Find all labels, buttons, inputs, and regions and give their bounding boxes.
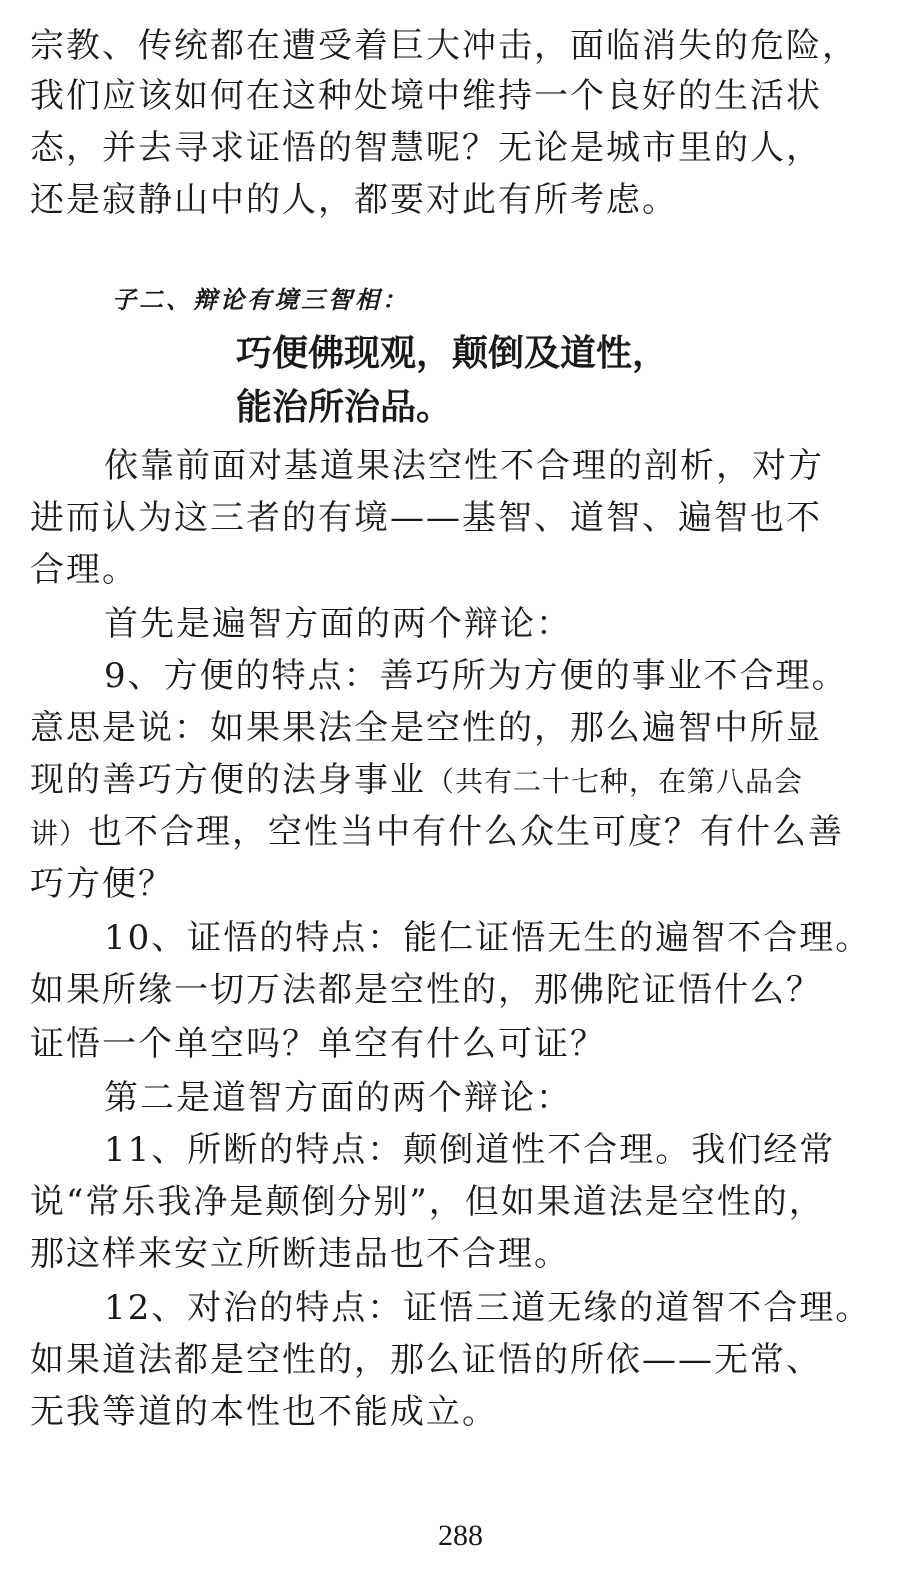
point-9-line-3: [30, 760, 803, 802]
basis-line-1: 依靠前面对基道果法空性不合理的剖析，对方: [104, 446, 824, 486]
intro-line-3: 态，并去寻求证悟的智慧呢？无论是城市里的人，: [30, 128, 822, 168]
point-9-line-5: 巧方便？: [30, 864, 174, 904]
point-9-line-1: 9、方便的特点：善巧所为方便的事业不合理。: [104, 656, 848, 696]
point-10-line-3: 证悟一个单空吗？单空有什么可证？: [30, 1024, 606, 1064]
point-12-line-2: 如果道法都是空性的，那么证悟的所依——无常、: [30, 1340, 822, 1380]
point-12-line-3: 无我等道的本性也不能成立。: [30, 1392, 498, 1432]
intro-line-4: 还是寂静山中的人，都要对此有所考虑。: [30, 180, 678, 220]
verse-line-1: 巧便佛现观，颠倒及道性，: [236, 333, 669, 374]
intro-line-1: 宗教、传统都在遭受着巨大冲击，面临消失的危险，: [30, 26, 858, 66]
point-9-line-4: [30, 812, 844, 854]
point-9-line-3-main: 现的善巧方便的法身事业: [30, 760, 426, 800]
point-11-line-3: 那这样来安立所断违品也不合理。: [30, 1234, 570, 1274]
basis-line-2: 进而认为这三者的有境——基智、道智、遍智也不: [30, 498, 822, 538]
point-11-line-2: 说“常乐我净是颠倒分别”，但如果道法是空性的，: [30, 1182, 825, 1222]
point-11-line-1: 11、所断的特点：颠倒道性不合理。我们经常: [104, 1130, 836, 1170]
point-9-note-2: 讲）: [30, 817, 89, 850]
point-9-note-1: （共有二十七种，在第八品会: [426, 765, 804, 798]
point-9-line-2: 意思是说：如果果法全是空性的，那么遍智中所显: [30, 708, 822, 748]
intro-line-2: 我们应该如何在这种处境中维持一个良好的生活状: [30, 76, 822, 116]
point-9-line-4-main: 也不合理，空性当中有什么众生可度？有什么善: [88, 812, 845, 852]
page-number: 288: [438, 1519, 483, 1552]
first-debates-line: 首先是遍智方面的两个辩论：: [104, 604, 572, 644]
section-heading: 子二、辩论有境三智相：: [112, 286, 409, 314]
basis-line-3: 合理。: [30, 550, 138, 590]
point-12-line-1: 12、对治的特点：证悟三道无缘的道智不合理。: [104, 1288, 872, 1328]
point-10-line-1: 10、证悟的特点：能仁证悟无生的遍智不合理。: [104, 918, 872, 958]
second-debates-line: 第二是道智方面的两个辩论：: [104, 1078, 572, 1118]
point-10-line-2: 如果所缘一切万法都是空性的，那佛陀证悟什么？: [30, 970, 822, 1010]
verse-line-2: 能治所治品。: [236, 387, 453, 428]
